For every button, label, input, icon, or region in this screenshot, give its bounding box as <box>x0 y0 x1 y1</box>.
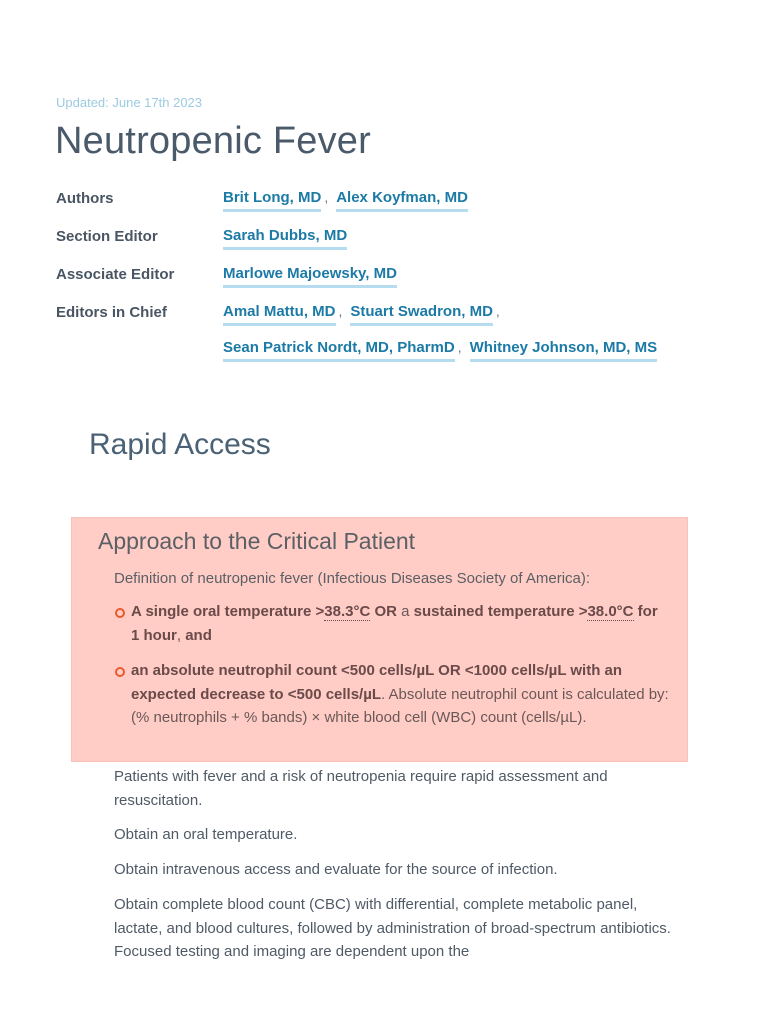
authors-label: Authors <box>56 190 114 207</box>
credit-row-editors-in-chief-cont <box>56 338 736 376</box>
section-editor-label: Section Editor <box>56 228 158 245</box>
body-paragraph: Patients with fever and a risk of neutropenia require rapid assessment and resuscitation. <box>114 768 608 809</box>
rapid-access-heading: Rapid Access <box>89 428 271 461</box>
critical-patient-callout <box>71 517 688 762</box>
editor-in-chief-link[interactable]: Sean Patrick Nordt, MD, PharmD <box>223 338 455 362</box>
updated-date: Updated: June 17th 2023 <box>56 95 203 110</box>
criterion-text: OR <box>370 603 397 620</box>
separator: , <box>338 303 343 319</box>
credit-row-authors <box>56 188 736 226</box>
credit-row-associate-editor <box>56 264 736 302</box>
list-item <box>114 659 669 730</box>
criterion-text: an absolute neutrophil count <500 cells/µL OR <1000 cells/µL with an expected decrease to <500 cells/µL <box>131 662 623 703</box>
bullet-circle-icon <box>115 667 125 677</box>
temperature-value[interactable]: 38.3°C <box>324 603 371 620</box>
definition-list <box>114 600 669 742</box>
criterion-text: and <box>185 626 212 644</box>
associate-editor-link[interactable]: Marlowe Majoewsky, MD <box>223 264 397 288</box>
author-link[interactable]: Alex Koyfman, MD <box>336 188 468 212</box>
credit-row-editors-in-chief <box>56 302 736 338</box>
editors-in-chief-list-1 <box>223 302 508 326</box>
criterion-text: . Absolute neutrophil count is calculated by: (% neutrophils + % bands) × white blood cell (WBC) count (cells/µL). <box>131 685 669 726</box>
criterion-text: sustained temperature > <box>413 603 588 620</box>
section-editor-list <box>223 226 347 250</box>
body-paragraph: Obtain complete blood count (CBC) with differential, complete metabolic panel, lactate, and blood cultures, followed by administration of broad-spectrum antibiotics. Focused testing and imaging are dependent upon the <box>114 896 671 960</box>
criterion-text: a <box>396 603 414 620</box>
authors-list <box>223 188 468 212</box>
associate-editor-list <box>223 264 397 288</box>
author-link[interactable]: Brit Long, MD <box>223 188 321 212</box>
list-item <box>114 600 669 647</box>
bullet-circle-icon <box>115 608 125 618</box>
callout-title: Approach to the Critical Patient <box>98 528 416 554</box>
criterion-text: for 1 hour <box>131 603 658 644</box>
temperature-value[interactable]: 38.0°C <box>587 603 634 620</box>
body-paragraph: Obtain intravenous access and evaluate for the source of infection. <box>114 861 558 878</box>
separator: , <box>495 303 500 319</box>
credit-row-section-editor <box>56 226 736 264</box>
callout-intro: Definition of neutropenic fever (Infectious Diseases Society of America): <box>114 570 591 587</box>
criterion-text: , <box>176 626 186 644</box>
editors-in-chief-list-2 <box>223 338 657 362</box>
editor-in-chief-link[interactable]: Whitney Johnson, MD, MS <box>470 338 658 362</box>
separator: , <box>457 339 462 355</box>
page-title: Neutropenic Fever <box>55 120 371 162</box>
separator: , <box>324 189 329 205</box>
editor-in-chief-link[interactable]: Amal Mattu, MD <box>223 302 336 326</box>
editor-in-chief-link[interactable]: Stuart Swadron, MD <box>350 302 493 326</box>
section-editor-link[interactable]: Sarah Dubbs, MD <box>223 226 347 250</box>
editors-in-chief-label: Editors in Chief <box>56 304 167 321</box>
credits-block <box>56 188 736 376</box>
body-paragraph: Obtain an oral temperature. <box>114 826 298 843</box>
associate-editor-label: Associate Editor <box>56 266 175 283</box>
criterion-text: A single oral temperature > <box>131 603 325 620</box>
